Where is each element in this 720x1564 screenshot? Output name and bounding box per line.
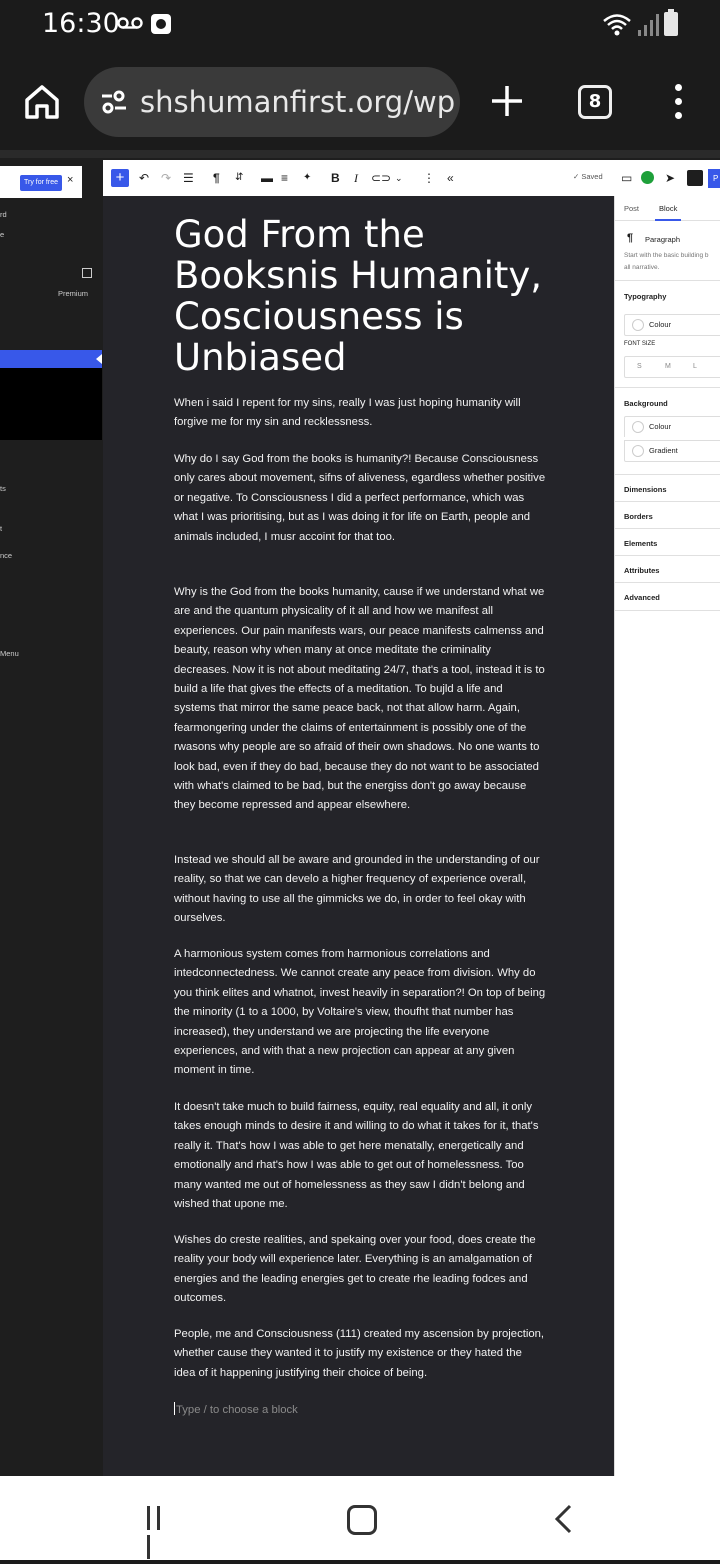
wifi-icon [602,12,632,38]
status-bar [0,0,720,54]
colour-label: Colour [649,320,672,329]
elements-heading[interactable]: Elements [624,539,658,548]
colour-swatch-icon [632,319,644,331]
browser-toolbar [0,54,720,150]
site-settings-icon[interactable] [100,89,128,115]
sidebar-item[interactable]: ts [0,484,6,493]
home-icon[interactable] [22,82,62,122]
paragraph-block[interactable]: Why do I say God from the books is humanity?! Because Consciousness only cares about movement, sifns of aliveness, egardless whether positive or negative. To Consciousness I did a perfect performance, which was what I was prioritising, but as I was doing it for life on Earth, people and animals included, I musr accoint for that too. [174,453,546,543]
advanced-heading[interactable]: Advanced [624,593,660,602]
background-panel [615,387,720,478]
sidebar-tabs [615,196,720,221]
voicemail-icon [117,16,143,30]
paragraph-block[interactable]: Instead we should all be aware and grounded in the understanding of our reality, so that we can develo a higher frequency of experience overall, without having to use all the gimmicks we do, in order to feel okay with ourselves. [174,854,540,925]
block-name: Paragraph [645,235,681,244]
size-large[interactable]: L [693,363,697,370]
typography-heading[interactable]: Typography [624,292,667,301]
home-button-icon[interactable] [347,1505,377,1535]
paragraph-block[interactable]: It doesn't take much to build fairness, equity, real equality and all, it only takes enough minds to desire it and willing to do what it takes for it, that's really it. That's how I was able to get here menatally, energetically and emotionally and rhat's how I was able to get out of homelessness. Too many wanted me out of homelessness as they saw I didn't belong and wished that upone me. [174,1101,539,1211]
address-bar[interactable] [84,67,460,137]
sidebar-item-active[interactable] [0,350,102,368]
redo-icon[interactable]: ↷ [161,171,172,185]
paragraph-block[interactable]: When i said I repent for my sins, really I was just hoping humanity will forgive me for my sin and recklessness. [174,397,521,429]
settings-toggle-icon[interactable] [687,170,703,186]
upgrade-banner [0,166,82,198]
empty-block-placeholder[interactable]: Type / to choose a block [174,1401,546,1420]
size-small[interactable]: S [637,363,642,370]
close-icon[interactable]: × [67,174,74,186]
italic-icon[interactable]: I [354,171,358,185]
url-text: shshumanfirst.org/wp [140,85,456,119]
move-arrows-icon[interactable]: ⇵ [235,172,244,183]
colour-label: Colour [649,422,672,431]
tab-switcher-button[interactable]: 8 [578,85,612,119]
attributes-heading[interactable]: Attributes [624,566,660,575]
paragraph-icon: ¶ [627,232,634,244]
sidebar-item[interactable]: nce [0,551,13,560]
options-icon[interactable]: ⋮ [423,171,435,185]
tab-post[interactable]: Post [624,204,640,213]
link-icon[interactable]: ⊂⊃ [371,171,392,185]
menu-icon[interactable] [670,84,686,120]
premium-label[interactable]: Premium [58,289,89,298]
battery-icon [664,12,678,36]
back-icon[interactable] [553,1504,573,1534]
sidebar-item[interactable]: rd [0,210,7,219]
text-colour-control[interactable] [624,314,720,336]
sidebar-item[interactable]: e [0,230,5,239]
colour-swatch-icon [632,421,644,433]
borders-heading[interactable]: Borders [624,512,653,521]
paragraph-block[interactable]: Why is the God from the books humanity, cause if we understand what we are and the quantum physicality of it all and how we manifest all experiences. Our pain manifests wars, our peace manifests calmenss and beauty, reason why when many at once meditate the criminality decreases. Now it is not about meditating 24/7, that's a tool, instead it is to build a life that gives the effects of a meditation. To bujld a life and systems that mirror the same peace back, not that allow harm. Again, fearmongering under the claims of entertainment is possibly one of the rwasons why people are so afraid of their own shadows. No one wants to look bad, even if they do bad, because they do not want to be associated with what's claimed to be bad, but the energiss don't go away because they become repressed and appear elsewhere. [174,586,545,812]
bold-icon[interactable]: B [331,171,340,185]
jetpack-icon[interactable] [641,171,654,184]
text-align-icon[interactable]: ≡ [281,171,289,185]
collapse-menu[interactable]: Menu [0,649,19,658]
new-tab-icon[interactable] [490,84,524,118]
dimensions-panel[interactable] [615,474,720,502]
block-description: Start with the basic building b [624,252,709,259]
add-block-button[interactable]: + [111,169,129,187]
saved-status: ✓ Saved [573,172,603,181]
admin-sidebar [0,158,102,1476]
send-icon[interactable]: ➤ [665,171,676,185]
dimensions-heading[interactable]: Dimensions [624,485,667,494]
align-icon[interactable]: ▬ [261,171,273,185]
alarm-icon [151,14,171,34]
recent-apps-icon[interactable] [147,1506,173,1530]
admin-bar-edge [0,150,720,158]
editor-toolbar [103,160,720,196]
typography-panel [615,280,720,401]
chevron-down-icon[interactable]: ⌄ [395,173,403,183]
paragraph-icon[interactable]: ¶ [213,171,220,185]
advanced-panel[interactable] [615,582,720,611]
font-size-label: FONT SIZE [624,341,656,347]
editor-canvas[interactable] [103,196,614,1476]
size-medium[interactable]: M [665,363,671,370]
publish-button[interactable]: P [708,169,720,188]
post-title[interactable]: God From the Booksnis Humanity, Cosciousness is Unbiased [174,213,543,379]
preview-icon[interactable]: ▭ [621,171,633,185]
gradient-control[interactable] [624,440,720,462]
document-overview-icon[interactable]: ☰ [183,171,194,185]
paragraph-block[interactable]: Wishes do creste realities, and spekaing over your food, does create the reality your body will experience later. Everything is an amalgamation of energies and the leading energies get to create rhe leading fodces and outcomes. [174,1234,536,1305]
gradient-swatch-icon [632,445,644,457]
status-time: 16:30 [42,8,120,39]
ai-icon[interactable]: ✦ [303,172,312,183]
external-link-icon[interactable] [82,268,92,278]
sidebar-item[interactable]: t [0,524,3,533]
paragraph-block[interactable]: A harmonious system comes from harmonious correlations and intedconnectedness. We cannot create any peace from division. Why do you think elites and whatnot, invest heavily in separation?! On top of being the minority (1 to a 1000, by Voltaire's view, thoufht that number has increased), they understand we are projecting the life everyone experiences, and with that a new projection can appear at any given moment in time. [174,948,546,1077]
undo-icon[interactable]: ↶ [139,171,150,185]
try-for-free-button[interactable]: Try for free [20,175,62,191]
block-description: all narrative. [624,264,660,271]
background-heading[interactable]: Background [624,399,668,408]
paragraph-block[interactable]: People, me and Consciousness (111) created my ascension by projection, whether cause they wanted it to justify my existence or they hated the idea of it happening justifying their choice of being. [174,1328,545,1379]
attributes-panel[interactable] [615,555,720,583]
borders-panel[interactable] [615,501,720,529]
tab-block[interactable]: Block [659,204,678,213]
web-content [0,158,720,1476]
settings-sidebar [614,196,720,1476]
system-navigation-bar [0,1476,720,1560]
signal-icon [636,12,660,38]
background-colour-control[interactable] [624,416,720,437]
collapse-toolbar-icon[interactable]: « [447,171,454,185]
submenu-panel [0,368,102,440]
font-size-picker[interactable] [624,356,720,378]
gradient-label: Gradient [649,446,678,455]
elements-panel[interactable] [615,528,720,556]
